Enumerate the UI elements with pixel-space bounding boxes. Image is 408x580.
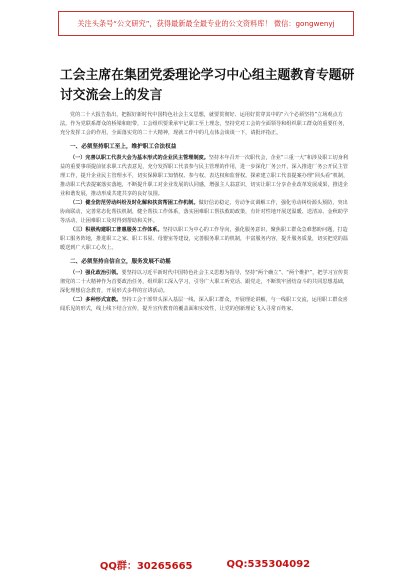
- qq-text: QQ:535304092: [226, 558, 311, 570]
- body-paragraph: [60, 226, 350, 253]
- promo-banner-text: 关注头条号“公文研究”，获得最新最全最专业的公文资料库！ 微信：gongwenyj: [77, 18, 335, 28]
- paragraph-lead: （三）积极构建职工普惠服务工作体系。: [70, 227, 163, 233]
- paragraph-lead: （一）强化政治引领。: [70, 270, 122, 276]
- document-body: [60, 111, 350, 314]
- section-heading: 一、必须坚持职工至上，维护职工合法权益: [70, 144, 177, 150]
- body-paragraph: [60, 154, 350, 199]
- paragraph-text: 做好信访稳定、劳动争议调解工作，强化劳动纠纷源头预防，突出协商联动，完善常态化帮扶机制，健全帮扶工作体系，落实困难职工帮扶救助政策，有针对性地开展送温暖、送清凉、金秋助学等活动，让困难职工及时得到帮助和关怀。: [60, 200, 349, 224]
- paragraph-lead: （一）完善以职工代表大会为基本形式的企业民主管理制度。: [70, 155, 209, 161]
- paragraph-lead: （二）多种形式宣教。: [70, 297, 122, 303]
- intro-paragraph: 党的二十大报告指出，把握好新时代中国特色社会主义思想，就要贯彻好、运用好贯穿其中的“六个必须坚持”立场观点方法。作为党联系群众的桥梁和纽带，工会组织要秉承牢记职工至上理念，坚持党对工会的全面领导和组织职工群众的重要任务，充分发挥工会的作用，全面落实党的二十大精神，现就工作中的几点体会谈谈一下，请批评指正。: [60, 112, 349, 136]
- paragraph-text: 坚持以职工为中心的工作导向，强化服务意识，聚焦职工群众急难愁盼问题，打造职工服务阵地，推进职工之家、职工书屋、母婴室等建设，完善服务职工的机制，丰富服务内容，提升服务质量，切实把党的温暖送到广大职工心坎上。: [60, 227, 349, 251]
- paragraph-text: 要坚持以习近平新时代中国特色社会主义思想为指导，坚持“两个确立”、“两个维护”，把学习宣传贯彻党的二十大精神作为首要政治任务，组织职工深入学习，引导广大职工听党话、跟党走，不断筑牢团结奋斗的共同思想基础，深化理想信念教育，开展形式多样的宣讲活动。: [60, 270, 349, 294]
- promo-banner: [58, 11, 354, 36]
- contact-footer: [60, 555, 350, 573]
- paragraph-text: 坚持本年召开一次职代会，企业“三重一大”和涉及职工切身利益的重要事项提前征求职工代表意见，充分发挥职工代表参与民主管理的作用，进一步深化厂务公开，深入推进厂务公开民主管理工作，提升企业民主管理水平，切实保障职工知情权、参与权、表达权和监督权。探索建立职工代表提案办理“回头看”机制，推动职工代表提案落实落地，不断提升职工对企业发展的认同感，增强主人翁意识，切实让职工分享企业改革发展成果，推进企业和谐发展，推动形成共建共享的良好氛围。: [60, 155, 349, 197]
- paragraph-text: 坚持工会干部带头深入基层一线、深入职工群众，开展理论讲解，与一线职工交流，运用职工群众喜闻乐见的形式，线上线下结合宣传，提升宣传教育的覆盖面和实效性，让党的创新理论飞入寻常百姓家。: [60, 297, 348, 312]
- body-paragraph: [60, 199, 350, 226]
- body-paragraph: [60, 269, 350, 296]
- section-heading: 二、必须坚持自信自立，服务发展不动摇: [70, 259, 171, 265]
- document-title: 工会主席在集团党委理论学习中心组主题教育专题研讨交流会上的发言: [60, 68, 355, 103]
- paragraph-lead: （二）健全防范劳动纠纷及时化解和扶贫帮困工作机制。: [70, 200, 199, 206]
- qq-group-text: QQ群：30265665: [99, 560, 193, 572]
- body-paragraph: [60, 296, 350, 314]
